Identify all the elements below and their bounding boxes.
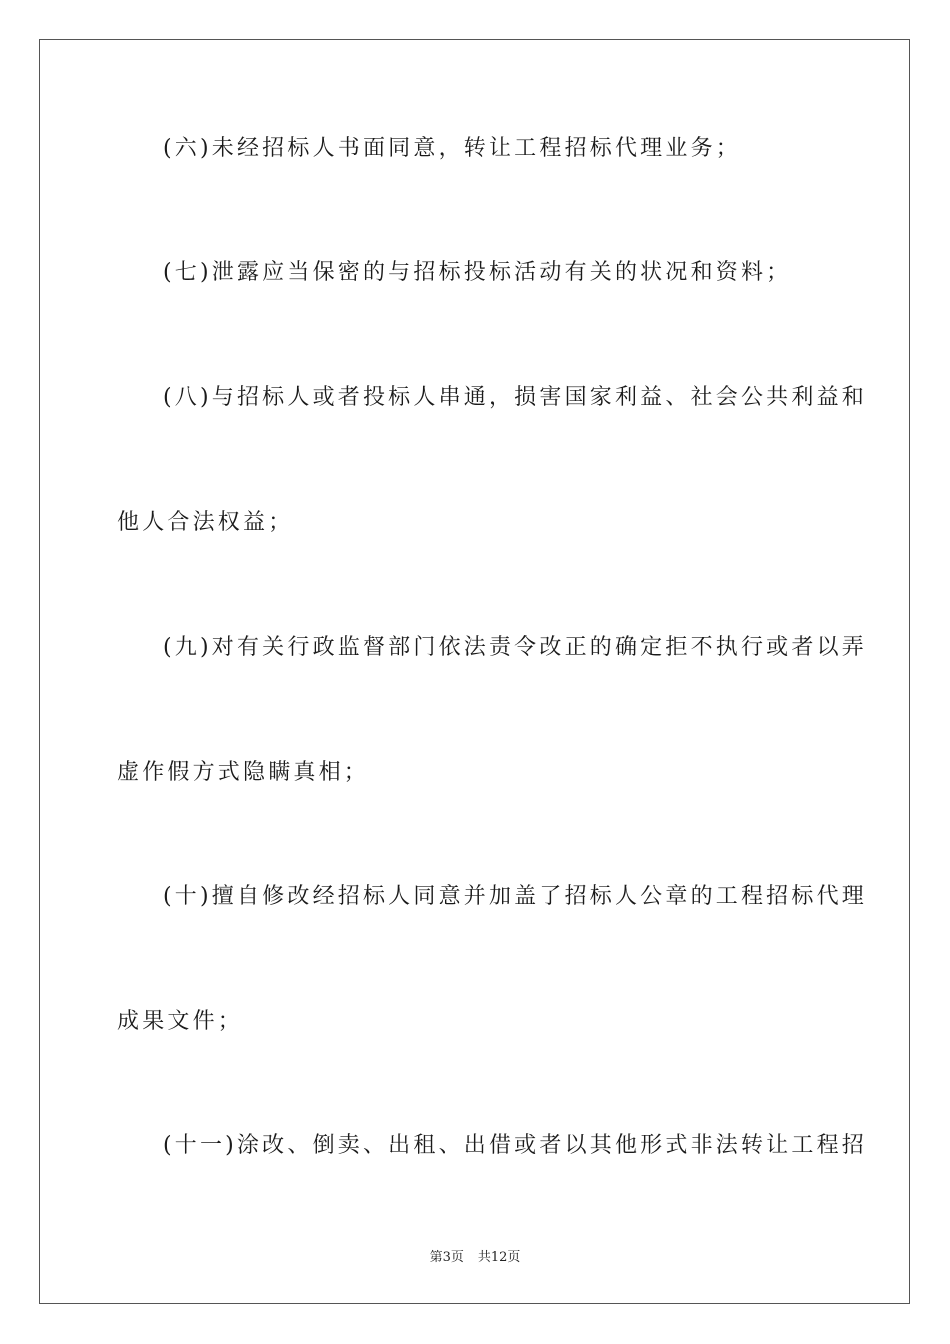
paragraph-line-9: (九)对有关行政监督部门依法责令改正的确定拒不执行或者以弄 — [163, 635, 867, 660]
paragraph-line-8: (八)与招标人或者投标人串通，损害国家利益、社会公共利益和 — [163, 385, 867, 410]
paragraph-line-9-cont: 虚作假方式隐瞒真相； — [117, 760, 370, 785]
page-footer — [0, 1246, 950, 1265]
page-total: 共12页 — [477, 1250, 521, 1265]
paragraph-line-10-cont: 成果文件； — [117, 1009, 244, 1034]
page-number: 第3页 — [429, 1250, 464, 1265]
paragraph-line-10: (十)擅自修改经招标人同意并加盖了招标人公章的工程招标代理 — [163, 884, 867, 909]
paragraph-line-7: (七)泄露应当保密的与招标投标活动有关的状况和资料； — [163, 260, 792, 285]
paragraph-line-6: (六)未经招标人书面同意，转让工程招标代理业务； — [163, 136, 741, 161]
page-border — [39, 39, 910, 1304]
paragraph-line-8-cont: 他人合法权益； — [117, 510, 294, 535]
paragraph-line-11: (十一)涂改、倒卖、出租、出借或者以其他形式非法转让工程招 — [163, 1133, 867, 1158]
